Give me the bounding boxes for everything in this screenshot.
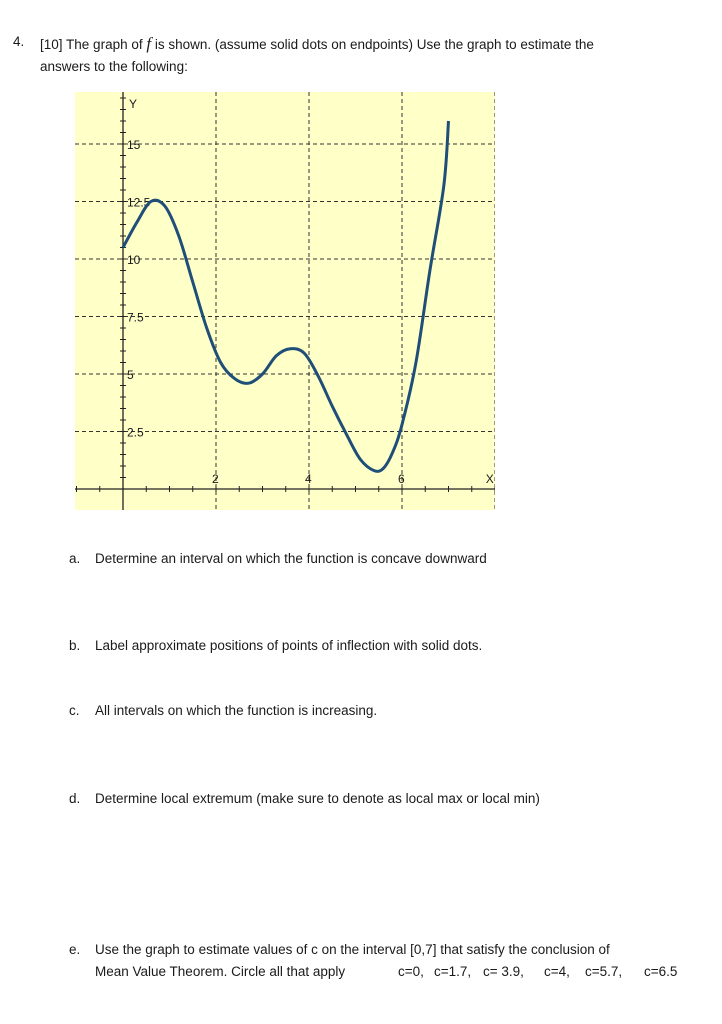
y-tick-label: 2.5 bbox=[127, 425, 144, 440]
y-tick-label: 7.5 bbox=[127, 310, 144, 325]
y-axis-label: Y bbox=[129, 97, 138, 111]
question-d-text: Determine local extremum (make sure to denote as local max or local min) bbox=[95, 791, 540, 806]
question-c-letter: c. bbox=[69, 703, 80, 718]
question-a-text: Determine an interval on which the function is concave downward bbox=[95, 551, 487, 566]
question-e-letter: e. bbox=[69, 942, 81, 957]
x-tick-label: 4 bbox=[305, 472, 312, 486]
problem-number: 4. bbox=[13, 34, 25, 49]
question-b-text: Label approximate positions of points of inflection with solid dots. bbox=[95, 638, 483, 653]
graph-background bbox=[75, 92, 495, 510]
question-d-letter: d. bbox=[69, 791, 81, 806]
y-tick-label: 12.5 bbox=[127, 195, 151, 210]
mvt-choice[interactable]: c=5.7, bbox=[585, 964, 623, 979]
y-tick-label: 5 bbox=[127, 368, 134, 382]
question-e-line2: Mean Value Theorem. Circle all that apply bbox=[95, 964, 346, 979]
question-b-letter: b. bbox=[69, 638, 81, 653]
x-tick-label: 6 bbox=[398, 472, 405, 486]
problem-heading bbox=[40, 34, 594, 54]
x-axis-label: X bbox=[485, 472, 494, 486]
question-c-text: All intervals on which the function is increasing. bbox=[95, 703, 378, 718]
mvt-choice[interactable]: c=1.7, bbox=[434, 964, 472, 979]
mvt-choice[interactable]: c= 3.9, bbox=[483, 964, 524, 979]
question-a-letter: a. bbox=[69, 551, 81, 566]
problem-text-line2: answers to the following: bbox=[40, 59, 188, 74]
problem-text-before: The graph of bbox=[66, 37, 143, 52]
problem-text-after: is shown. (assume solid dots on endpoints) Use the graph to estimate the bbox=[154, 37, 594, 52]
mvt-choice[interactable]: c=0, bbox=[398, 964, 424, 979]
x-tick-label: 2 bbox=[212, 472, 219, 486]
y-tick-label: 15 bbox=[127, 138, 141, 152]
mvt-choice[interactable]: c=6.5 bbox=[644, 964, 678, 979]
function-graph bbox=[75, 92, 495, 510]
question-e-text: Use the graph to estimate values of c on the interval [0,7] that satisfy the conclusion of bbox=[95, 942, 610, 957]
function-symbol: f bbox=[146, 34, 152, 53]
problem-points: [10] bbox=[40, 37, 63, 52]
mvt-choice[interactable]: c=4, bbox=[544, 964, 570, 979]
y-tick-label: 10 bbox=[127, 253, 141, 267]
